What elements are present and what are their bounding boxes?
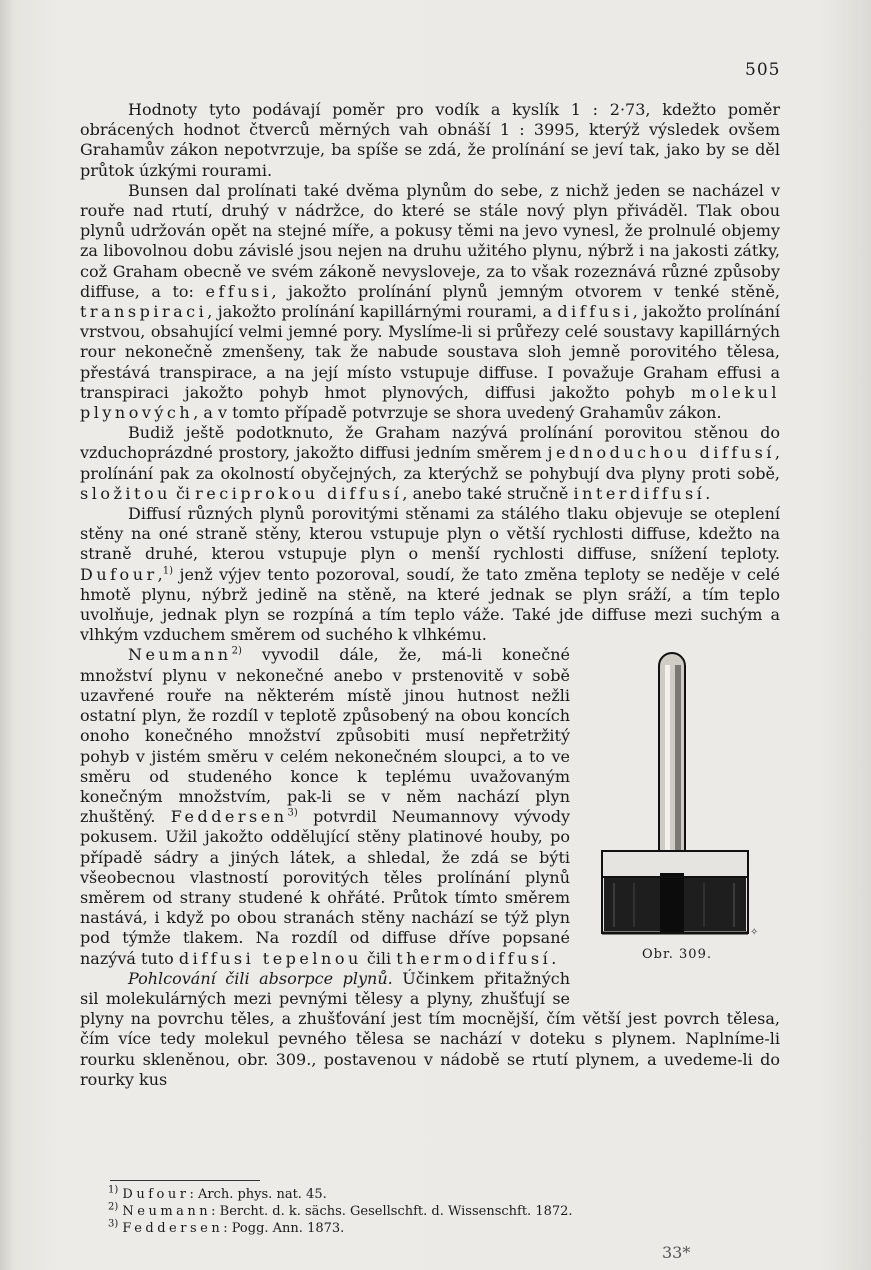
footnote: $^{2)}$ Neumann: Bercht. d. k. sächs. Gesellschft. d. Wissenschft. 1872. [108, 1201, 573, 1219]
footnote-ref: 3) [287, 807, 298, 819]
text-run: jednoduchou diffusí [547, 443, 775, 463]
tube-highlight [665, 665, 670, 880]
body-text [80, 100, 780, 1090]
text-run: reciprokou diffusí [195, 483, 403, 503]
footnote-rule [110, 1180, 260, 1181]
figure-309 [584, 651, 790, 991]
text-run: vyvodil dále, že, má-li konečné množství plynu v nekonečné anebo v prstenovitě v sobě uzavřené rouře na některém místě jinou hutnost nežli ostatní plyn, že rozdíl v teplotě způsobený na obou koncích onoho konečného množství způsobiti musí nepřetržitý pohyb v jistém směru v celém nekonečném sloupci, a to ve směru od studeného konce k teplému uvažovaným konečným množstvím, pak-li se v něm nachází plyn zhuštěný. [80, 645, 570, 827]
text-run: , a v tomto případě potvrzuje se shora uvedený Grahamův zákon. [193, 403, 722, 423]
text-run: , anebo také stručně [402, 483, 574, 503]
text-run: Pohlcování čili absorpce plynů. [128, 968, 393, 988]
text-run: čili [361, 948, 397, 968]
text-run: jenž výjev tento pozoroval, soudí, že tato změna teploty se neděje v celé hmotě plynu, nýbrž jedině na stěně, na které jednak se plyn sráží, a tím teplo uvolňuje, jednak plyn se rozpíná a tím teplo váže. Také jde diffuse mezi suchým a vlhkým vzduchem směrem od suchého k vlhkému. [80, 564, 780, 645]
text-run: thermodiffusí [396, 948, 552, 968]
paragraph [80, 181, 780, 423]
text-run: Hodnoty tyto podávají poměr pro vodík a kyslík 1 : 2·73, kdežto poměr obrácených hodnot čtverců měrných vah obnáší 1 : 3995, kterýž výsledek ovšem Grahamův zákon nepotvrzuje, ba spíše se zdá, že prolínání se jeví tak, jako by se děl průtok úzkými rourami. [80, 100, 780, 180]
paragraph [80, 504, 780, 645]
text-run: interdiffusí [573, 483, 706, 503]
tube-shade [675, 665, 681, 880]
text-run: Diffusí různých plynů porovitými stěnami za stálého tlaku objevuje se oteplení stěny na oné straně stěny, kterou vstupuje plyn o větší rychlosti diffuse, kdežto na straně druhé, kterou vstupuje plyn o menší rychlosti diffuse, snížení teploty. [80, 504, 780, 564]
text-run: . [551, 948, 557, 968]
text-run: , [157, 564, 163, 584]
text-run: . [705, 483, 711, 503]
text-run: molekul plynových [80, 382, 780, 423]
paragraph [80, 100, 780, 181]
text-run: transpiraci [80, 302, 208, 322]
text-run: Účinkem přitažných sil molekulárných mezi pevnými tělesy a plyny, zhušťují se plyny na povrchu těles, a zhušťování jest tím mocnější, čím větší jest povrch tělesa, čím více tedy molekul pevného tělesa se nachází v doteku s plynem. Naplníme-li rourku skleněnou, obr. 309., postavenou v nádobě se rtutí plynem, a uvedeme-li do rourky kus [80, 968, 780, 1089]
text-run: Budiž ještě podotknuto, že Graham nazývá prolínání porovitou stěnou do vzduchoprázdné prostory, jakožto diffusi jedním směrem [80, 423, 780, 463]
text-run: diffusi [557, 302, 633, 322]
text-run: , jakožto prolínání vrstvou, obsahující velmi jemné pory. Myslíme-li si průřezy celé soustavy kapillárných rour nekonečně zmenšeny, tak že nabude soustava sloh jemně porovitého tělesa, přestává transpirace, a na její místo vstupuje diffuse. I považuje Graham effusi a transpiraci jakožto pohyb hmot plynových, diffusi jakožto pohyb [80, 302, 780, 402]
text-run: Dufour [80, 564, 158, 584]
text-run: , prolínání pak za okolností obyčejných, za kterýchž se pohybují dva plyny proti sobě, [80, 443, 781, 483]
tube-submerged [660, 873, 684, 933]
text-run: Neumann [128, 645, 232, 665]
text-run: , jakožto prolínání kapillárnými rourami, a [207, 302, 558, 322]
text-run: diffusi tepelnou [178, 948, 362, 968]
text-run: Feddersen [170, 807, 288, 827]
footnotes [108, 1186, 708, 1237]
text-run: effusi [205, 281, 272, 301]
text-run: potvrdil Neumannovy vývody pokusem. Užil jakožto oddělující stěny platinové houby, po případě sádry a jiných látek, a shledal, že zdá se býti všeobecnou vlastností porovitých těles prolínání plynů směrem od strany studené k ohřáté. Průtok tímto směrem nastává, i když po obou stranách stěny nachází se týž plyn pod týmže tlakem. Na rozdíl od diffuse dříve popsané nazývá tuto [80, 807, 570, 968]
figure-caption: Obr. 309. [642, 947, 712, 963]
svg-text:✧: ✧ [750, 927, 759, 939]
page-number: 505 [745, 60, 781, 80]
text-run: či [170, 483, 196, 503]
signature-mark: 33* [662, 1243, 691, 1262]
text-run: složitou [80, 483, 171, 503]
footnote: $^{1)}$ Dufour: Arch. phys. nat. 45. [108, 1184, 327, 1202]
tube-in-mercury-illustration [584, 651, 790, 951]
paragraph [80, 423, 780, 504]
text-run: Bunsen dal prolínati také dvěma plynům do sebe, z nichž jeden se nacházel v rouře nad rtutí, druhý v nádržce, do které se stále nový plyn přiváděl. Tlak obou plynů udržován opět na stejné míře, a pokusy těmi na jevo vynesl, že prolnulé objemy za libovolnou dobu závislé jsou nejen na druhu užitého plynu, nýbrž i na jakosti zátky, což Graham obecně ve svém zákoně nevysloveje, za to však rozeznává různé způsoby diffuse, a to: [80, 180, 780, 301]
text-run: , jakožto prolínání plynů jemným otvorem v tenké stěně, [271, 281, 781, 301]
footnote-ref: 1) [162, 565, 173, 577]
footnote: $^{3)}$ Feddersen: Pogg. Ann. 1873. [108, 1218, 345, 1236]
footnote-ref: 2) [231, 646, 242, 658]
